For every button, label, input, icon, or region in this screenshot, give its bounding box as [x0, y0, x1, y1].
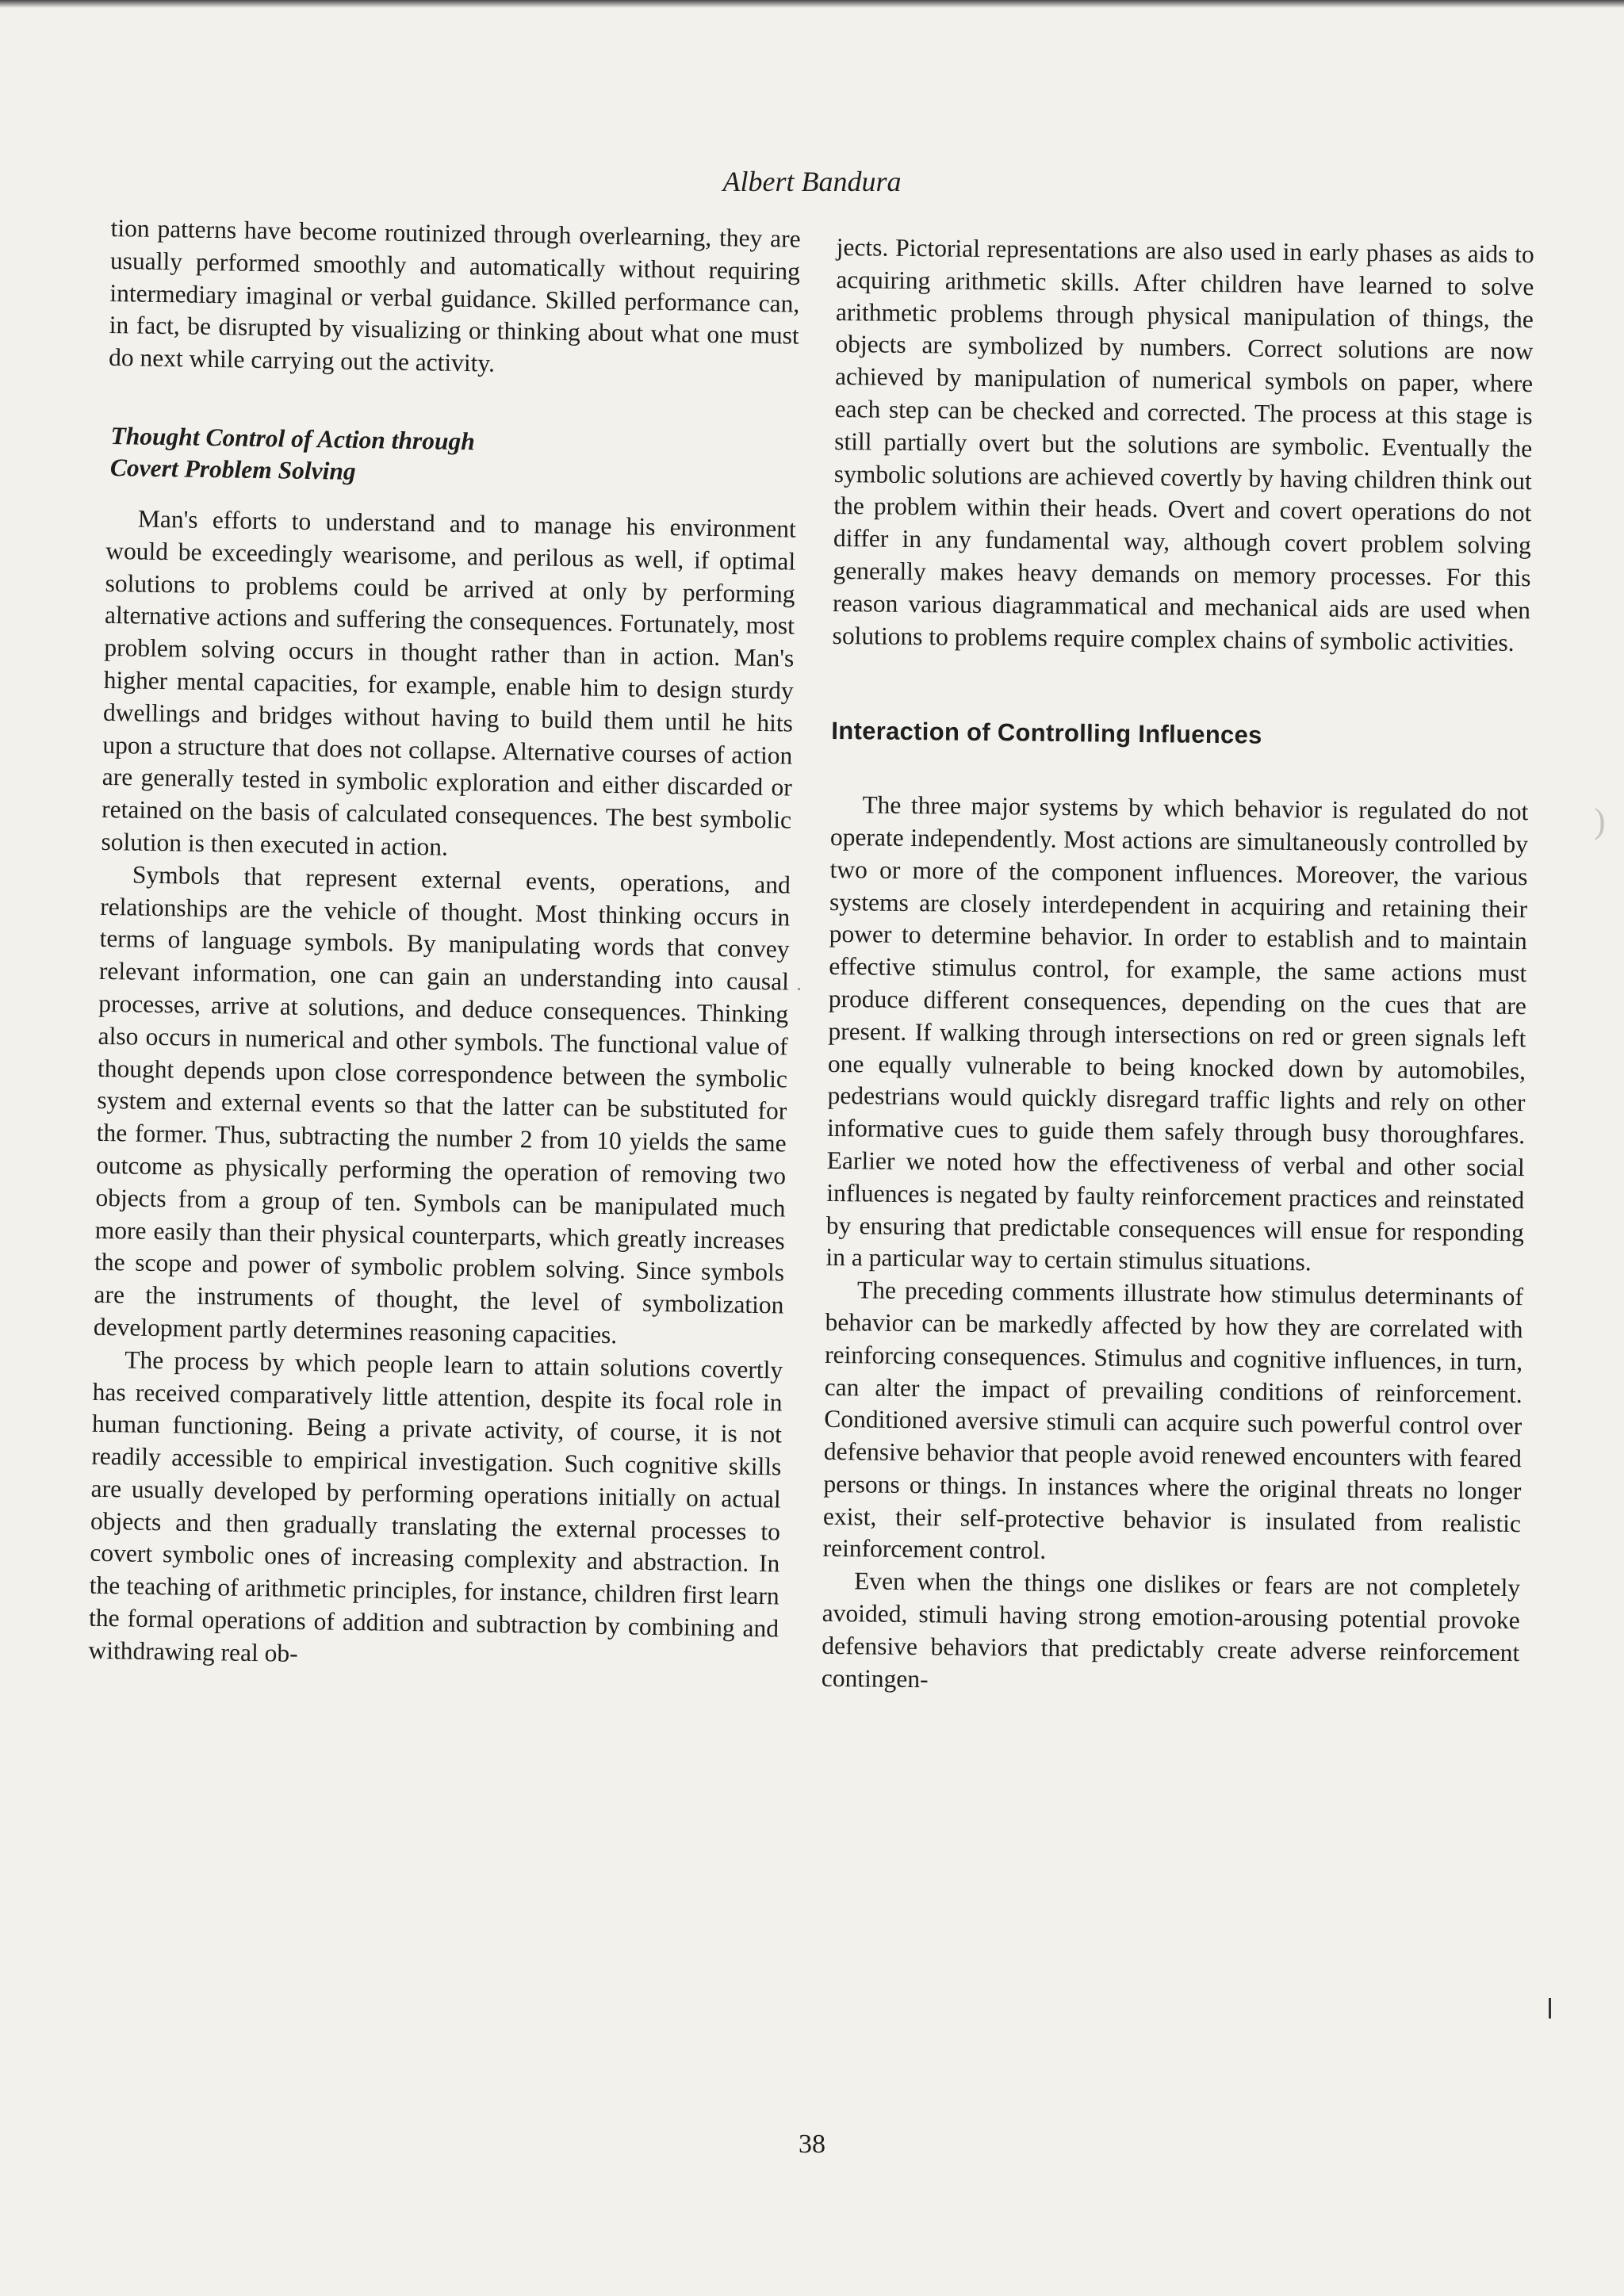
paragraph: Man's efforts to understand and to manage his environment would be exceedingly wearisome, and perilous as well, if optimal solutions to problems could be arrived at only by performing alternative actions and suffering the consequences. Fortunately, most problem solving occurs in thought rather than in action. Man's higher mental capacities, for example, enable him to design sturdy dwellings and bridges without having to build them until he hits upon a structure that does not collapse. Alternative courses of action are generally tested in symbolic exploration and either discarded or retained on the basis of calculated consequences. The best symbolic solution is then executed in action. [101, 504, 797, 861]
section-heading: Interaction of Controlling Influences [831, 717, 1262, 750]
paragraph: The three major systems by which behavior is regulated do not operate independently. Most actions are simultaneously controlled by two or more of the component influences. Moreover, the various systems are closely interdependent in acquiring and retaining their power to determine behavior. In order to establish and to maintain effective stimulus control, for example, the same actions must produce different consequences, depending on the cues that are present. If walking through intersections on red or green signals left one equally vulnerable to being knocked down by automobiles, pedestrians would quickly disregard traffic lights and rely on other informative cues to guide them safely through busy thoroughfares. Earlier we noted how the effectiveness of verbal and other social influences is negated by faulty reinforcement practices and reinstated by ensuring that predictable consequences will ensue for responding in a particular way to certain stimulus situations. [825, 790, 1529, 1276]
margin-mark [1549, 1998, 1551, 2019]
subheading [107, 420, 798, 495]
paragraph-continued: jects. Pictorial representations are also used in early phases as aids to acquiring arithmetic skills. After children have learned to solve arithmetic problems through physical manipulation of things, the objects are symbolized by numbers. Correct solutions are now achieved by manipulation of numerical symbols on paper, where each step can be checked and corrected. The process at this stage is still partially overt but the solutions are symbolic. Eventually the symbolic solutions are achieved covertly by having children think out the problem within their heads. Overt and covert operations do not differ in any fundamental way, although covert problem solving generally makes heavy demands on memory processes. For this reason various diagrammatical and mechanical aids are used when solutions to problems require complex chains of symbolic activities. [832, 232, 1534, 656]
subheading-line-2: Covert Problem Solving [109, 453, 356, 485]
scan-speck [798, 988, 800, 990]
scan-edge [0, 0, 1624, 8]
left-column [88, 212, 801, 1678]
subheading-line-1: Thought Control of Action through [110, 422, 476, 456]
paragraph: Even when the things one dislikes or fears are not completely avoided, stimuli having strong emotion-arousing potential provoke defensive behaviors that predictably create adverse reinforcement contingen- [821, 1567, 1521, 1693]
paragraph: Symbols that represent external events, operations, and relationships are the vehicle of thought. Most thinking occurs in terms of language symbols. By manipulating words that convey relevant information, one can gain an understanding into causal processes, arrive at solutions, and deduce consequences. Thinking also occurs in numerical and other symbols. The functional value of thought depends upon close correspondence between the symbolic system and external events so that the latter can be substituted for the former. Thus, subtracting the number 2 from 10 yields the same outcome as physically performing the operation of removing two objects from a group of ten. Symbols can be manipulated much more easily than their physical counterparts, which greatly increases the scope and power of symbolic problem solving. Since symbols are the instruments of thought, the level of symbolization development partly determines reasoning capacities. [93, 860, 791, 1349]
paragraph-continued: tion patterns have become routinized through overlearning, they are usually performed smoothly and automatically without requiring intermediary imaginal or verbal guidance. Skilled performance can, in fact, be disrupted by visualizing or thinking about what one must do next while carrying out the activity. [108, 213, 801, 377]
scan-smudge-icon: ) [1594, 802, 1606, 840]
running-head: Albert Bandura [722, 166, 902, 197]
paragraph: The preceding comments illustrate how stimulus determinants of behavior can be markedly affected by how they are correlated with reinforcing consequences. Stimulus and cognitive influences, in turn, can alter the impact of prevailing conditions of reinforcement. Conditioned aversive stimuli can acquire such powerful control over defensive behavior that people avoid renewed encounters with feared persons or things. In instances where the original threats no longer exist, their self-protective behavior is insulated from realistic reinforcement control. [822, 1276, 1524, 1565]
right-column [822, 232, 1534, 1702]
paragraph: The process by which people learn to attain solutions covertly has received comparatively little attention, despite its focal role in human functioning. Being a private activity, of course, it is not readily accessible to empirical investigation. Such cognitive skills are usually developed by performing operations initially on actual objects and then gradually translating the external processes to covert symbolic ones of increasing complexity and abstraction. In the teaching of arithmetic principles, for instance, children first learn the formal operations of addition and subtraction by combining and withdrawing real ob- [88, 1345, 783, 1667]
page-number: 38 [799, 2130, 825, 2159]
